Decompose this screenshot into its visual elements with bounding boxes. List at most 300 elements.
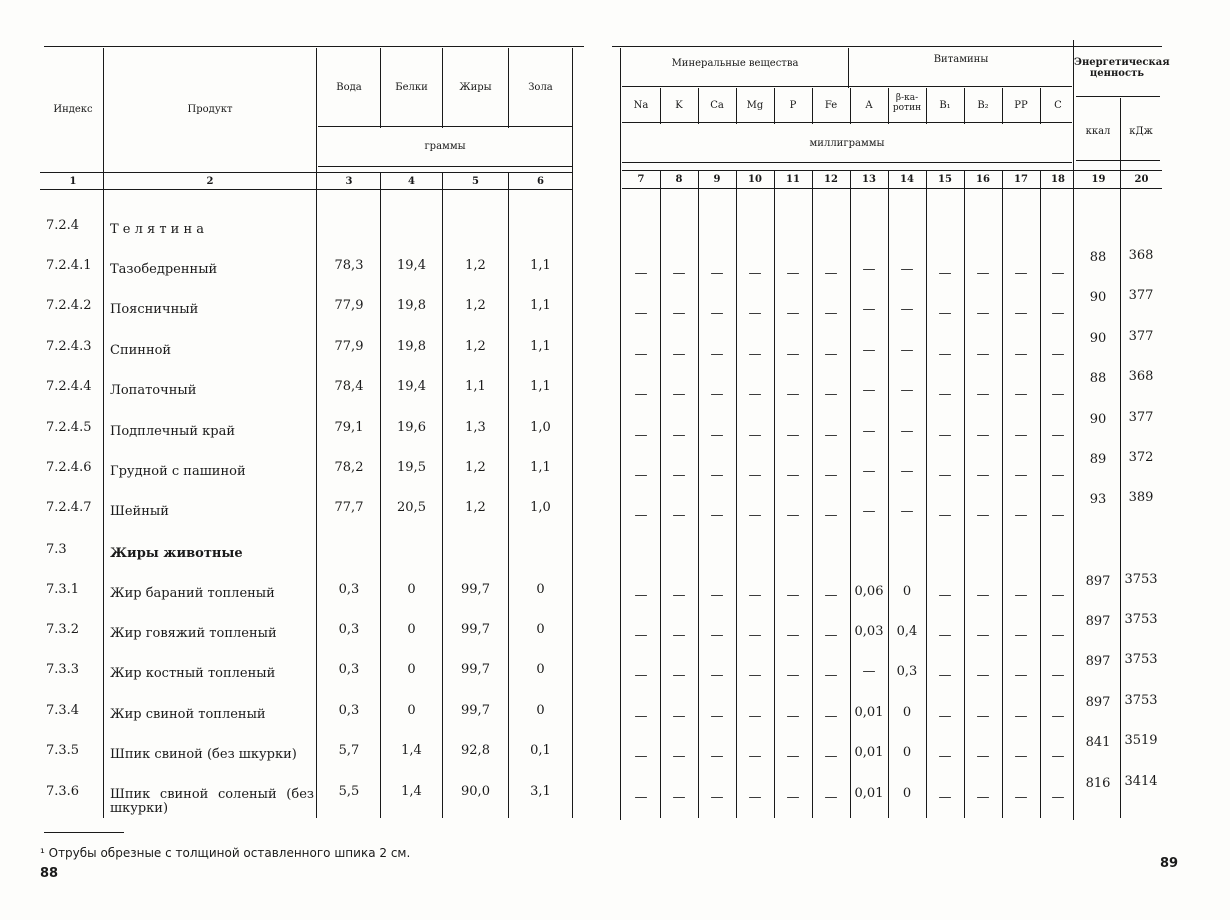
row-ash: 1,0 — [530, 420, 551, 435]
vrule-sub — [1040, 88, 1041, 124]
row-kj: 3753 — [1124, 652, 1158, 667]
colnum: 13 — [862, 174, 876, 185]
row-vit-a: 0,06 — [854, 584, 884, 599]
colnum-rule — [40, 189, 572, 190]
row-kj: 3414 — [1124, 774, 1158, 789]
row-protein: 1,4 — [401, 743, 422, 758]
row-vit-a: 0,01 — [854, 745, 884, 760]
row-ash: 0 — [536, 622, 545, 637]
row-dash: — — [786, 347, 800, 362]
row-dash: — — [824, 347, 838, 362]
row-dash: — — [1051, 428, 1065, 443]
row-water: 5,5 — [338, 784, 360, 799]
row-beta-carotene: — — [900, 383, 914, 398]
row-water: 5,7 — [338, 743, 360, 758]
row-dash: — — [976, 306, 990, 321]
row-dash: — — [976, 709, 990, 724]
row-dash: — — [672, 628, 686, 643]
mg-bottom-rule — [622, 162, 1072, 163]
row-water: 77,9 — [334, 339, 364, 354]
row-dash: — — [710, 749, 724, 764]
footnote-rule — [44, 832, 124, 833]
colnum: 19 — [1091, 174, 1106, 185]
vrule-product — [316, 48, 317, 818]
row-dash: — — [824, 508, 838, 523]
row-dash: — — [938, 790, 952, 805]
row-index: 7.2.4.1 — [46, 258, 92, 273]
row-dash: — — [786, 428, 800, 443]
subheader-9: B₂ — [977, 100, 989, 111]
row-dash: — — [1051, 749, 1065, 764]
row-dash: — — [938, 306, 952, 321]
colnum: 20 — [1134, 174, 1149, 185]
row-kj: 372 — [1128, 450, 1154, 465]
row-product: Лопаточный — [110, 383, 197, 398]
row-dash: — — [976, 468, 990, 483]
row-dash: — — [938, 709, 952, 724]
header-minerals: Минеральные вещества — [671, 58, 799, 69]
colnum: 16 — [976, 174, 990, 185]
row-dash: — — [1051, 508, 1065, 523]
row-dash: — — [748, 468, 762, 483]
row-fat: 1,2 — [465, 500, 486, 515]
colnum: 18 — [1051, 174, 1065, 185]
row-beta-carotene: — — [900, 343, 914, 358]
vrule-sub — [698, 88, 699, 124]
row-vit-a: — — [862, 504, 876, 519]
row-dash: — — [748, 668, 762, 683]
row-dash: — — [824, 387, 838, 402]
row-beta-carotene: 0 — [902, 584, 912, 599]
row-dash: — — [748, 628, 762, 643]
row-product: Тазобедренный — [110, 262, 218, 277]
vrule-sub — [774, 88, 775, 124]
row-dash: — — [1014, 628, 1028, 643]
row-dash: — — [710, 508, 724, 523]
subheader-7: β-ка-ротин — [892, 93, 922, 113]
row-dash: — — [1051, 306, 1065, 321]
row-index: 7.3.2 — [46, 622, 80, 637]
row-protein: 0 — [407, 582, 416, 597]
row-dash: — — [976, 347, 990, 362]
row-dash: — — [1014, 306, 1028, 321]
row-kj: 3753 — [1124, 572, 1158, 587]
row-vit-a: — — [862, 424, 876, 439]
row-vit-a: 0,01 — [854, 705, 884, 720]
colnum: 5 — [472, 176, 479, 187]
subheader-6: A — [865, 100, 873, 111]
subheader-2: Ca — [710, 100, 724, 111]
row-dash: — — [938, 266, 952, 281]
row-dash: — — [824, 668, 838, 683]
row-dash: — — [672, 387, 686, 402]
colnum: 4 — [408, 176, 415, 187]
row-kcal: 897 — [1085, 654, 1111, 669]
row-dash: — — [1051, 588, 1065, 603]
colnum: 8 — [675, 174, 683, 185]
vrule-index — [103, 48, 104, 818]
row-fat: 99,7 — [461, 662, 490, 677]
row-index: 7.2.4.4 — [46, 379, 92, 394]
row-dash: — — [1051, 347, 1065, 362]
row-dash: — — [786, 588, 800, 603]
row-protein: 1,4 — [401, 784, 422, 799]
row-dash: — — [748, 749, 762, 764]
row-dash: — — [1014, 428, 1028, 443]
row-dash: — — [634, 306, 648, 321]
row-kcal: 88 — [1089, 371, 1107, 386]
row-protein: 19,4 — [397, 379, 426, 394]
row-fat: 1,3 — [465, 420, 486, 435]
row-water: 77,9 — [334, 298, 364, 313]
row-dash: — — [748, 347, 762, 362]
row-dash: — — [824, 749, 838, 764]
row-kcal: 90 — [1089, 331, 1107, 346]
row-dash: — — [938, 347, 952, 362]
row-product: Жир говяжий топленый — [110, 626, 277, 641]
colnum: 9 — [713, 174, 721, 185]
row-dash: — — [938, 588, 952, 603]
row-kj: 368 — [1128, 369, 1154, 384]
vrule-right-edge — [620, 48, 621, 820]
row-index: 7.3.1 — [46, 582, 80, 597]
vrule-sub — [926, 88, 927, 124]
row-kj: 389 — [1128, 490, 1154, 505]
subheader-1: K — [675, 100, 683, 111]
top-rule-left — [44, 46, 584, 47]
row-vit-a: 0,01 — [854, 786, 884, 801]
row-dash: — — [976, 508, 990, 523]
row-dash: — — [710, 468, 724, 483]
row-dash: — — [1014, 266, 1028, 281]
colnum: 17 — [1014, 174, 1028, 185]
subheader-11: C — [1054, 100, 1062, 111]
row-protein: 20,5 — [397, 500, 426, 515]
row-dash: — — [1014, 668, 1028, 683]
row-ash: 1,1 — [530, 339, 551, 354]
row-ash: 1,1 — [530, 258, 551, 273]
grams-rule — [318, 126, 572, 127]
colnum: 15 — [938, 174, 952, 185]
row-product: Жир костный топленый — [110, 666, 276, 681]
row-dash: — — [672, 306, 686, 321]
grams-bottom-rule — [318, 166, 572, 167]
row-kcal: 841 — [1085, 735, 1111, 750]
row-kcal: 897 — [1085, 695, 1111, 710]
vrule-sub — [812, 88, 813, 124]
row-beta-carotene: 0 — [902, 745, 912, 760]
header-bottom-rule — [40, 172, 572, 173]
row-dash: — — [786, 709, 800, 724]
row-dash: — — [748, 588, 762, 603]
row-vit-a: — — [862, 262, 876, 277]
row-dash: — — [824, 306, 838, 321]
row-kj: 3753 — [1124, 612, 1158, 627]
row-dash: — — [710, 306, 724, 321]
row-dash: — — [710, 668, 724, 683]
row-fat: 92,8 — [461, 743, 490, 758]
row-dash: — — [1051, 387, 1065, 402]
header-kcal: ккал — [1085, 126, 1111, 137]
top-rule-right — [612, 46, 1162, 47]
row-dash: — — [672, 749, 686, 764]
row-kcal: 93 — [1089, 492, 1107, 507]
row-ash: 1,0 — [530, 500, 551, 515]
row-index: 7.3.5 — [46, 743, 80, 758]
row-water: 0,3 — [338, 582, 360, 597]
row-water: 0,3 — [338, 622, 360, 637]
row-kcal: 897 — [1085, 614, 1111, 629]
row-dash: — — [748, 306, 762, 321]
row-dash: — — [786, 508, 800, 523]
row-dash: — — [786, 387, 800, 402]
row-dash: — — [710, 709, 724, 724]
row-dash: — — [672, 428, 686, 443]
row-dash: — — [634, 709, 648, 724]
row-kcal: 816 — [1085, 776, 1111, 791]
row-fat: 99,7 — [461, 582, 490, 597]
row-kcal: 88 — [1089, 250, 1107, 265]
row-dash: — — [710, 387, 724, 402]
row-dash: — — [1014, 347, 1028, 362]
row-index: 7.2.4.3 — [46, 339, 92, 354]
vrule-sub — [1002, 88, 1003, 124]
row-dash: — — [748, 387, 762, 402]
row-kcal: 90 — [1089, 290, 1107, 305]
header-protein: Белки — [395, 82, 428, 93]
row-dash: — — [672, 347, 686, 362]
subheader-10: PP — [1014, 100, 1028, 111]
row-ash: 0,1 — [530, 743, 551, 758]
row-dash: — — [710, 628, 724, 643]
row-beta-carotene: — — [900, 424, 914, 439]
row-dash: — — [1014, 790, 1028, 805]
row-ash: 0 — [536, 703, 545, 718]
row-dash: — — [1014, 387, 1028, 402]
row-dash: — — [672, 508, 686, 523]
row-dash: — — [1014, 508, 1028, 523]
header-bottom-rule-right — [622, 170, 1162, 171]
row-product: Шпик свиной соленый (без шкурки) — [110, 787, 314, 816]
row-kj: 368 — [1128, 248, 1154, 263]
row-dash: — — [748, 790, 762, 805]
row-dash: — — [672, 266, 686, 281]
row-dash: — — [824, 709, 838, 724]
row-dash: — — [976, 668, 990, 683]
row-protein: 19,8 — [397, 339, 426, 354]
header-mg: миллиграммы — [809, 138, 885, 149]
row-dash: — — [938, 387, 952, 402]
colnum: 10 — [748, 174, 762, 185]
row-kcal: 90 — [1089, 412, 1107, 427]
subheader-0: Na — [633, 100, 649, 111]
row-product: Т е л я т и н а — [110, 222, 205, 237]
row-dash: — — [938, 468, 952, 483]
row-product: Жир бараний топленый — [110, 586, 275, 601]
energy-bottom-rule — [1076, 160, 1160, 161]
row-beta-carotene: — — [900, 464, 914, 479]
row-dash: — — [824, 468, 838, 483]
row-dash: — — [824, 428, 838, 443]
row-dash: — — [634, 628, 648, 643]
row-dash: — — [938, 428, 952, 443]
row-vit-a: 0,03 — [854, 624, 884, 639]
row-dash: — — [748, 508, 762, 523]
row-water: 0,3 — [338, 703, 360, 718]
row-index: 7.3 — [46, 542, 67, 557]
row-product: Шейный — [110, 504, 169, 519]
row-dash: — — [976, 749, 990, 764]
row-beta-carotene: 0 — [902, 705, 912, 720]
vrule-sub — [736, 88, 737, 124]
row-dash: — — [672, 790, 686, 805]
row-kj: 377 — [1128, 329, 1154, 344]
row-dash: — — [710, 266, 724, 281]
colnum-rule-right — [622, 188, 1162, 189]
row-ash: 1,1 — [530, 298, 551, 313]
header-fat: Жиры — [459, 82, 492, 93]
header-grams: граммы — [424, 141, 466, 152]
row-beta-carotene: 0,3 — [896, 664, 918, 679]
row-dash: — — [976, 790, 990, 805]
row-water: 77,7 — [334, 500, 364, 515]
row-product: Поясничный — [110, 302, 199, 317]
colnum: 7 — [637, 174, 645, 185]
row-fat: 1,2 — [465, 339, 486, 354]
row-water: 78,4 — [334, 379, 364, 394]
footnote: ¹ Отрубы обрезные с толщиной оставленного шпика 2 см. — [40, 846, 411, 860]
row-dash: — — [1051, 709, 1065, 724]
header-ash: Зола — [528, 82, 553, 93]
row-dash: — — [976, 428, 990, 443]
row-dash: — — [634, 508, 648, 523]
row-index: 7.2.4 — [46, 218, 80, 233]
row-dash: — — [938, 749, 952, 764]
row-vit-a: — — [862, 383, 876, 398]
row-product: Спинной — [110, 343, 172, 358]
colnum: 2 — [206, 176, 214, 187]
row-ash: 3,1 — [530, 784, 551, 799]
row-dash: — — [634, 428, 648, 443]
row-fat: 1,2 — [465, 258, 486, 273]
row-index: 7.3.3 — [46, 662, 80, 677]
row-kj: 377 — [1128, 288, 1154, 303]
row-dash: — — [1014, 468, 1028, 483]
row-beta-carotene: — — [900, 302, 914, 317]
row-dash: — — [786, 790, 800, 805]
mg-rule — [622, 122, 1072, 123]
row-dash: — — [710, 588, 724, 603]
row-dash: — — [824, 628, 838, 643]
row-dash: — — [786, 306, 800, 321]
row-protein: 0 — [407, 703, 416, 718]
row-fat: 99,7 — [461, 622, 490, 637]
header-water: Вода — [336, 82, 362, 93]
subheader-8: B₁ — [939, 100, 951, 111]
row-dash: — — [976, 387, 990, 402]
row-dash: — — [672, 668, 686, 683]
row-fat: 99,7 — [461, 703, 490, 718]
row-dash: — — [710, 428, 724, 443]
row-dash: — — [1014, 749, 1028, 764]
row-ash: 1,1 — [530, 460, 551, 475]
row-dash: — — [1014, 588, 1028, 603]
row-dash: — — [1051, 468, 1065, 483]
row-fat: 1,1 — [465, 379, 486, 394]
page-number-left: 88 — [40, 866, 59, 881]
subheader-5: Fe — [824, 100, 838, 111]
row-dash: — — [748, 709, 762, 724]
row-dash: — — [710, 347, 724, 362]
row-ash: 0 — [536, 662, 545, 677]
row-dash: — — [938, 508, 952, 523]
row-fat: 90,0 — [461, 784, 490, 799]
subheader-3: Mg — [746, 100, 764, 111]
row-index: 7.2.4.7 — [46, 500, 92, 515]
row-index: 7.3.4 — [46, 703, 80, 718]
vrule-sub — [964, 88, 965, 124]
colnum: 1 — [69, 176, 77, 187]
row-protein: 19,6 — [397, 420, 426, 435]
colnum: 12 — [824, 174, 838, 185]
row-vit-a: — — [862, 464, 876, 479]
header-vitamins: Витамины — [933, 54, 989, 65]
header-index: Индекс — [53, 104, 93, 115]
row-dash: — — [748, 266, 762, 281]
row-product: Жиры животные — [110, 546, 243, 561]
row-dash: — — [1051, 628, 1065, 643]
row-dash: — — [786, 749, 800, 764]
row-ash: 1,1 — [530, 379, 551, 394]
row-dash: — — [824, 790, 838, 805]
colnum: 6 — [537, 176, 544, 187]
row-dash: — — [786, 668, 800, 683]
row-vit-a: — — [862, 664, 876, 679]
row-water: 78,3 — [334, 258, 364, 273]
colnum: 3 — [345, 176, 353, 187]
colnum: 11 — [786, 174, 800, 185]
row-dash: — — [1051, 266, 1065, 281]
row-fat: 1,2 — [465, 298, 486, 313]
row-dash: — — [672, 588, 686, 603]
row-dash: — — [1051, 790, 1065, 805]
row-kcal: 897 — [1085, 574, 1111, 589]
row-dash: — — [786, 266, 800, 281]
vrule-sub — [850, 88, 851, 124]
vrule-sub — [660, 88, 661, 124]
row-water: 0,3 — [338, 662, 360, 677]
row-dash: — — [634, 668, 648, 683]
row-kj: 3753 — [1124, 693, 1158, 708]
row-dash: — — [634, 749, 648, 764]
row-ash: 0 — [536, 582, 545, 597]
vrule-ash — [572, 48, 573, 818]
row-dash: — — [786, 468, 800, 483]
row-product: Грудной с пашиной — [110, 464, 246, 479]
row-index: 7.2.4.6 — [46, 460, 92, 475]
row-beta-carotene: 0 — [902, 786, 912, 801]
row-dash: — — [634, 468, 648, 483]
row-dash: — — [748, 428, 762, 443]
vrule-sub — [888, 88, 889, 124]
row-dash: — — [938, 628, 952, 643]
row-dash: — — [634, 387, 648, 402]
row-index: 7.3.6 — [46, 784, 80, 799]
row-product: Жир свиной топленый — [110, 707, 266, 722]
row-protein: 0 — [407, 662, 416, 677]
row-dash: — — [824, 588, 838, 603]
row-protein: 19,8 — [397, 298, 426, 313]
